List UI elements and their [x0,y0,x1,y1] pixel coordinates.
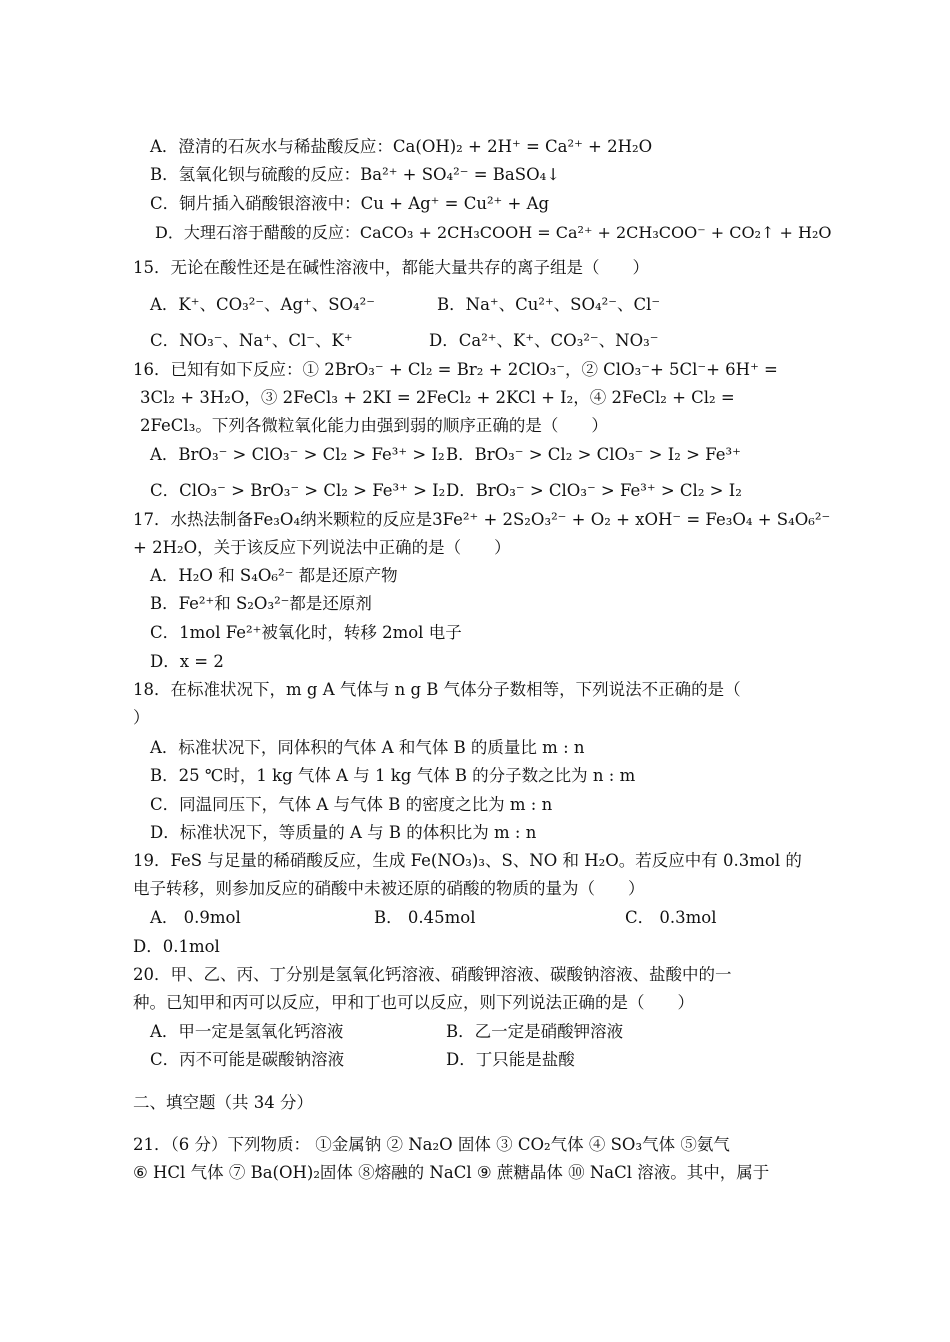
q15-stem: 15．无论在酸性还是在碱性溶液中，都能大量共存的离子组是（ ） [133,258,649,277]
q18-option-c: C．同温同压下，气体 A 与气体 B 的密度之比为 m : n [150,795,553,814]
q17-option-c: C．1mol Fe²⁺被氧化时，转移 2mol 电子 [150,623,462,642]
q21-stem-line2: ⑥ HCl 气体 ⑦ Ba(OH)₂固体 ⑧熔融的 NaCl ⑨ 蔗糖晶体 ⑩ NaCl 溶液。其中，属于 [133,1163,770,1182]
q15-option-b: B．Na⁺、Cu²⁺、SO₄²⁻、Cl⁻ [437,295,661,314]
q20-option-d: D．丁只能是盐酸 [446,1050,575,1069]
q20-option-c: C．丙不可能是碳酸钠溶液 [150,1050,345,1069]
q16-option-c: C．ClO₃⁻ > BrO₃⁻ > Cl₂ > Fe³⁺ > I₂ [150,481,446,500]
q16-option-a: A．BrO₃⁻ > ClO₃⁻ > Cl₂ > Fe³⁺ > I₂ [150,445,445,464]
q19-option-d: D．0.1mol [133,937,220,956]
q20-option-b: B．乙一定是硝酸钾溶液 [446,1022,624,1041]
q15-option-d: D．Ca²⁺、K⁺、CO₃²⁻、NO₃⁻ [429,331,659,350]
q14-option-a: A．澄清的石灰水与稀盐酸反应：Ca(OH)₂ + 2H⁺ = Ca²⁺ + 2H₂O [150,137,653,156]
q17-stem-line1: 17．水热法制备Fe₃O₄纳米颗粒的反应是3Fe²⁺ + 2S₂O₃²⁻ + O₂ + xOH⁻ = Fe₃O₄ + S₄O₆²⁻ [133,510,831,529]
q17-stem-line2: + 2H₂O，关于该反应下列说法中正确的是（ ） [133,538,511,557]
q14-option-b: B．氢氧化钡与硫酸的反应：Ba²⁺ + SO₄²⁻ = BaSO₄↓ [150,165,561,184]
q20-stem-line1: 20．甲、乙、丙、丁分别是氢氧化钙溶液、硝酸钾溶液、碳酸钠溶液、盐酸中的一 [133,965,732,984]
q18-stem-line1: 18．在标准状况下，m g A 气体与 n g B 气体分子数相等，下列说法不正确的是（ [133,680,741,699]
q18-stem-line2: ） [133,708,150,727]
q15-option-a: A．K⁺、CO₃²⁻、Ag⁺、SO₄²⁻ [150,295,375,314]
q14-option-d: D．大理石溶于醋酸的反应：CaCO₃ + 2CH₃COOH = Ca²⁺ + 2CH₃COO⁻ + CO₂↑ + H₂O [155,223,832,242]
q17-option-b: B．Fe²⁺和 S₂O₃²⁻都是还原剂 [150,594,372,613]
q17-option-d: D．x = 2 [150,652,224,671]
q19-option-b: B． 0.45mol [374,908,476,927]
q16-stem-line1: 16．已知有如下反应：① 2BrO₃⁻ + Cl₂ = Br₂ + 2ClO₃⁻，② ClO₃⁻+ 5Cl⁻+ 6H⁺ = [133,360,778,379]
q19-option-c: C． 0.3mol [625,908,717,927]
q18-option-d: D．标准状况下，等质量的 A 与 B 的体积比为 m : n [150,823,537,842]
q14-option-c: C．铜片插入硝酸银溶液中：Cu + Ag⁺ = Cu²⁺ + Ag [150,194,550,213]
q20-stem-line2: 种。已知甲和丙可以反应，甲和丁也可以反应，则下列说法正确的是（ ） [133,993,694,1012]
q19-stem-line2: 电子转移，则参加反应的硝酸中未被还原的硝酸的物质的量为（ ） [133,879,645,898]
q16-stem-line2: 3Cl₂ + 3H₂O，③ 2FeCl₃ + 2KI = 2FeCl₂ + 2KCl + I₂，④ 2FeCl₂ + Cl₂ = [140,388,735,407]
section-heading: 二、填空题（共 34 分） [133,1093,313,1112]
q18-option-b: B．25 ℃时，1 kg 气体 A 与 1 kg 气体 B 的分子数之比为 n : m [150,766,636,785]
q19-stem-line1: 19．FeS 与足量的稀硝酸反应，生成 Fe(NO₃)₃、S、NO 和 H₂O。若反应中有 0.3mol 的 [133,851,802,870]
q19-option-a: A． 0.9mol [150,908,241,927]
q16-option-d: D．BrO₃⁻ > ClO₃⁻ > Fe³⁺ > Cl₂ > I₂ [446,481,742,500]
q20-option-a: A．甲一定是氢氧化钙溶液 [150,1022,344,1041]
q18-option-a: A．标准状况下，同体积的气体 A 和气体 B 的质量比 m : n [150,738,585,757]
q15-option-c: C．NO₃⁻、Na⁺、Cl⁻、K⁺ [150,331,353,350]
q21-stem-line1: 21．（6 分）下列物质： ①金属钠 ② Na₂O 固体 ③ CO₂气体 ④ SO₃气体 ⑤氨气 [133,1135,730,1154]
q16-stem-line3: 2FeCl₃。下列各微粒氧化能力由强到弱的顺序正确的是（ ） [140,416,608,435]
q17-option-a: A．H₂O 和 S₄O₆²⁻ 都是还原产物 [150,566,398,585]
q16-option-b: B．BrO₃⁻ > Cl₂ > ClO₃⁻ > I₂ > Fe³⁺ [446,445,741,464]
